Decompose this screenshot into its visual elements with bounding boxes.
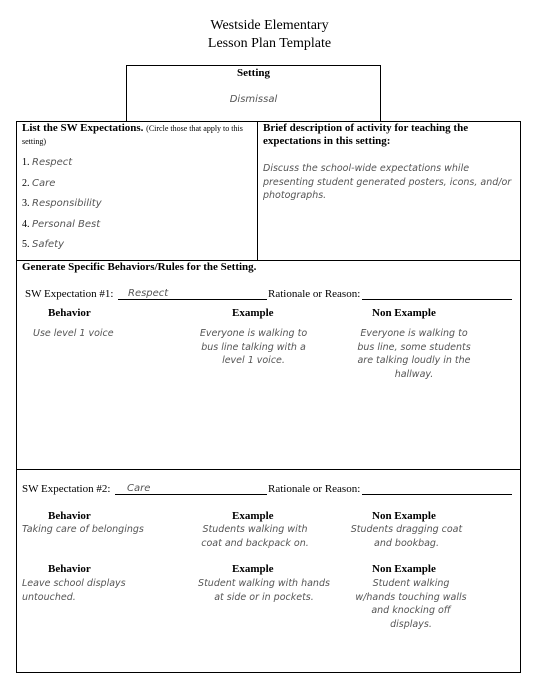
list-item[interactable]: 5. Safety — [22, 239, 64, 250]
template-title: Lesson Plan Template — [207, 36, 332, 51]
expectation2-field[interactable] — [115, 483, 267, 495]
expectations-list — [22, 157, 102, 260]
activity-heading: Brief description of activity for teaching the expectations in this setting: — [263, 122, 469, 147]
expectation2-non-example-1[interactable]: Students dragging coat and bookbag. — [350, 524, 463, 549]
setting-value[interactable]: Dismissal — [229, 94, 278, 105]
list-item[interactable]: 2. Care — [22, 177, 56, 189]
expectation2-col-behavior: Behavior — [48, 510, 91, 522]
expectation2-behavior-1[interactable]: Taking care of belongings — [22, 524, 144, 535]
expectation1-col-behavior: Behavior — [48, 307, 91, 319]
expectation2-rationale-field[interactable] — [362, 483, 512, 495]
expectation1-behavior-1[interactable]: Use level 1 voice — [33, 328, 114, 339]
list-item[interactable]: 3. Responsibility — [22, 198, 102, 209]
expectation1-field[interactable] — [118, 288, 267, 300]
expectation1-col-non-example: Non Example — [372, 307, 436, 319]
expectation1-col-example: Example — [232, 307, 274, 319]
expectations-heading — [22, 122, 254, 148]
school-name: Westside Elementary — [210, 18, 329, 33]
expectation1-label: SW Expectation #1: — [25, 288, 114, 300]
expectation2-col-non-example-2: Non Example — [372, 563, 436, 575]
behaviors-heading: Generate Specific Behaviors/Rules for the Setting. — [22, 261, 257, 273]
expectation2-non-example-2[interactable]: Student walking w/hands touching walls and knocking off displays. — [355, 578, 467, 630]
setting-box — [126, 65, 381, 122]
expectation-divider — [16, 469, 521, 470]
expectation2-example-2[interactable]: Student walking with hands at side or in pockets. — [198, 578, 330, 603]
expectation1-rationale-label: Rationale or Reason: — [268, 288, 361, 300]
expectations-note: (Circle those that apply to this setting) — [22, 124, 243, 146]
expectation2-col-non-example: Non Example — [372, 510, 436, 522]
list-item[interactable]: 4. Personal Best — [22, 218, 101, 230]
expectation1-value: Respect — [128, 288, 169, 299]
expectation2-col-example: Example — [232, 510, 274, 522]
expectation1-non-example-1[interactable]: Everyone is walking to bus line, some students are talking loudly in the hallway. — [357, 328, 471, 380]
expectation2-behavior-2[interactable]: Leave school displays untouched. — [22, 578, 126, 603]
setting-label: Setting — [237, 67, 270, 79]
expectation2-example-1[interactable]: Students walking with coat and backpack on. — [201, 524, 309, 549]
expectation1-rationale-field[interactable] — [362, 288, 512, 300]
activity-text[interactable]: Discuss the school-wide expectations while presenting student generated posters, icons, and/or photographs. — [263, 163, 512, 201]
expectation1-example-1[interactable]: Everyone is walking to bus line talking with a level 1 voice. — [199, 328, 308, 366]
list-item[interactable]: 1. Respect — [22, 157, 73, 168]
expectation2-label: SW Expectation #2: — [22, 483, 111, 495]
expectation2-value: Care — [127, 483, 151, 494]
expectations-heading-text: List the SW Expectations. — [22, 122, 144, 134]
expectation2-col-example-2: Example — [232, 563, 274, 575]
expectation2-col-behavior-2: Behavior — [48, 563, 91, 575]
expectation2-rationale-label: Rationale or Reason: — [268, 483, 361, 495]
column-divider — [257, 121, 258, 261]
